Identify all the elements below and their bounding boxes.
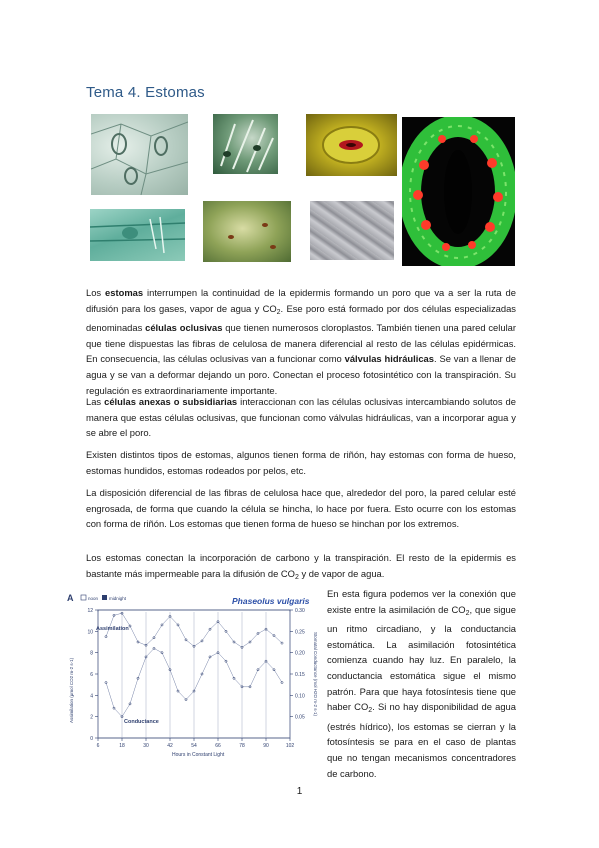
- legend-midnight-swatch: [102, 595, 107, 600]
- x-tick-label: 66: [215, 743, 221, 749]
- legend-noon-swatch: [81, 595, 86, 600]
- y-left-tick-label: 2: [90, 714, 93, 721]
- paragraph-subsidiary-cells: [86, 394, 516, 441]
- subscript: 2: [368, 707, 373, 715]
- y-left-tick-label: 4: [90, 693, 93, 700]
- x-tick-label: 18: [119, 743, 125, 749]
- stomata-micrograph-fluorescence: [402, 117, 515, 266]
- text-run: Los: [86, 287, 106, 298]
- y-right-tick-label: 0.30: [295, 608, 305, 614]
- y-right-tick-label: 0.05: [295, 714, 305, 721]
- y-right-tick-label: 0.10: [295, 693, 305, 700]
- subscript: 2: [276, 308, 281, 316]
- x-tick-label: 6: [96, 743, 100, 749]
- y-right-tick-label: 0.20: [295, 650, 305, 657]
- page-title: Tema 4. Estomas: [86, 84, 205, 101]
- page-number: 1: [296, 786, 303, 797]
- x-tick-label: 102: [285, 743, 295, 749]
- y-left-tick-label: 8: [90, 650, 93, 657]
- text-run: . Si no hay disponibilidad de agua (estrés hídrico), los estomas se cierran y la fotosíntesis se para en el caso de plantas que no tengan mecanismos concentradores de carbono.: [327, 701, 516, 779]
- text-run: La disposición diferencial de las fibras de celulosa hace que, alrededor del poro, la pared celular esté engrosada, de forma que cuando la célula se hincha, lo hace por fuera. Esto ocurre con los estomas con forma de riñón. Los estomas que tienen forma de hueso se hinchan por los extremos.: [86, 487, 516, 530]
- bold-term: estomas: [105, 287, 144, 298]
- text-run: . Se van a llenar de agua y se van a deformar dejando un poro. Conectan el proceso fotosintético con la transpiración. Su regulación es extraordinariamente importante.: [86, 353, 517, 396]
- y-left-tick-label: 6: [90, 672, 93, 678]
- y-left-tick-label: 10: [87, 629, 93, 636]
- stomata-micrograph-leaf: [203, 201, 291, 262]
- species-title: Phaseolus vulgaris: [232, 596, 310, 606]
- panel-label: A: [67, 593, 74, 603]
- y-left-tick-label: 12: [87, 608, 93, 614]
- legend-noon: noon: [88, 596, 99, 601]
- x-tick-label: 30: [143, 743, 149, 749]
- stomata-micrograph-cells: [310, 201, 394, 260]
- x-tick-label: 78: [239, 743, 245, 749]
- x-tick-label: 42: [167, 743, 173, 749]
- y-right-tick-label: 0.15: [295, 672, 305, 678]
- stomata-micrograph-section: [90, 209, 185, 261]
- text-run: Las: [86, 396, 105, 407]
- bold-term: células anexas o subsidiarias: [104, 396, 238, 407]
- series-label-assimilation: Assimilation: [96, 626, 129, 632]
- subscript: 2: [465, 609, 470, 617]
- paragraph-figure-explanation: [327, 586, 516, 781]
- paragraph-stomata-types: [86, 447, 516, 478]
- text-run: , que sigue un ritmo circadiano, y la conductancia estomática. La asimilación fotosintética comienza cuando hay luz. En paralelo, la conductancia estomática sigue el mismo patrón. Para que haya fotosíntesis tiene que haber CO: [327, 603, 516, 713]
- text-run: interrumpen la continuidad de la epidermis formando un poro que va a ser la ruta de difusión para los gases, vapor de agua y CO: [86, 287, 516, 314]
- legend-midnight: midnight: [109, 596, 127, 601]
- text-run: Existen distintos tipos de estomas, algunos tienen forma de riñón, hay estomas con forma de hueso, estomas hundidos, estomas rodeados por pelos, etc.: [86, 449, 516, 476]
- stomata-micrograph-sem: [306, 114, 397, 176]
- stomata-micrograph-epidermis: [91, 114, 188, 195]
- x-tick-label: 54: [191, 743, 197, 749]
- series-label-conductance: Conductance: [124, 719, 159, 725]
- text-run: interaccionan con las células oclusivas intercambiando solutos de manera que estas células oclusivas, que funcionan como válvulas hidráulicas, van a incorporar agua y se abre el poro.: [86, 396, 516, 439]
- y-right-tick-label: 0.25: [295, 629, 305, 636]
- ylabel-right: Stomatal Conductance (mol H2O m-2 s-1): [313, 632, 318, 717]
- paragraph-stomata: [86, 285, 516, 398]
- x-tick-label: 90: [263, 743, 269, 749]
- subscript: 2: [294, 573, 299, 581]
- stomata-micrograph-hairs: [213, 114, 278, 174]
- xlabel: Hours in Constant Light: [172, 752, 225, 758]
- paragraph-carbon-transpiration: [86, 550, 516, 585]
- text-run: que tienen numerosos cloroplastos. También tienen una pared celular que tiene dispuestas las fibras de celulosa de manera diferencial al resto de las células epidérmicas. En consecuencia, las células oclusivas van a funcionar como: [86, 322, 516, 365]
- text-run: . Ese poro está formado por dos células especializadas denominadas: [86, 302, 516, 334]
- bold-term: válvulas hidráulicas: [344, 353, 434, 365]
- paragraph-cellulose-fibres: [86, 485, 516, 532]
- assimilation-conductance-chart: [64, 588, 320, 760]
- y-left-tick-label: 0: [90, 736, 93, 742]
- ylabel-left: Assimilation (μmol CO2 m-2 s-1): [69, 657, 74, 723]
- text-run: En esta figura podemos ver la conexión que existe entre la asimilación de CO: [327, 588, 516, 615]
- bold-term: células oclusivas: [145, 322, 223, 334]
- text-run: Los estomas conectan la incorporación de carbono y la transpiración. El resto de la epidermis es bastante más impermeable para la difusión de CO: [86, 552, 516, 579]
- text-run: y de vapor de agua.: [298, 567, 385, 579]
